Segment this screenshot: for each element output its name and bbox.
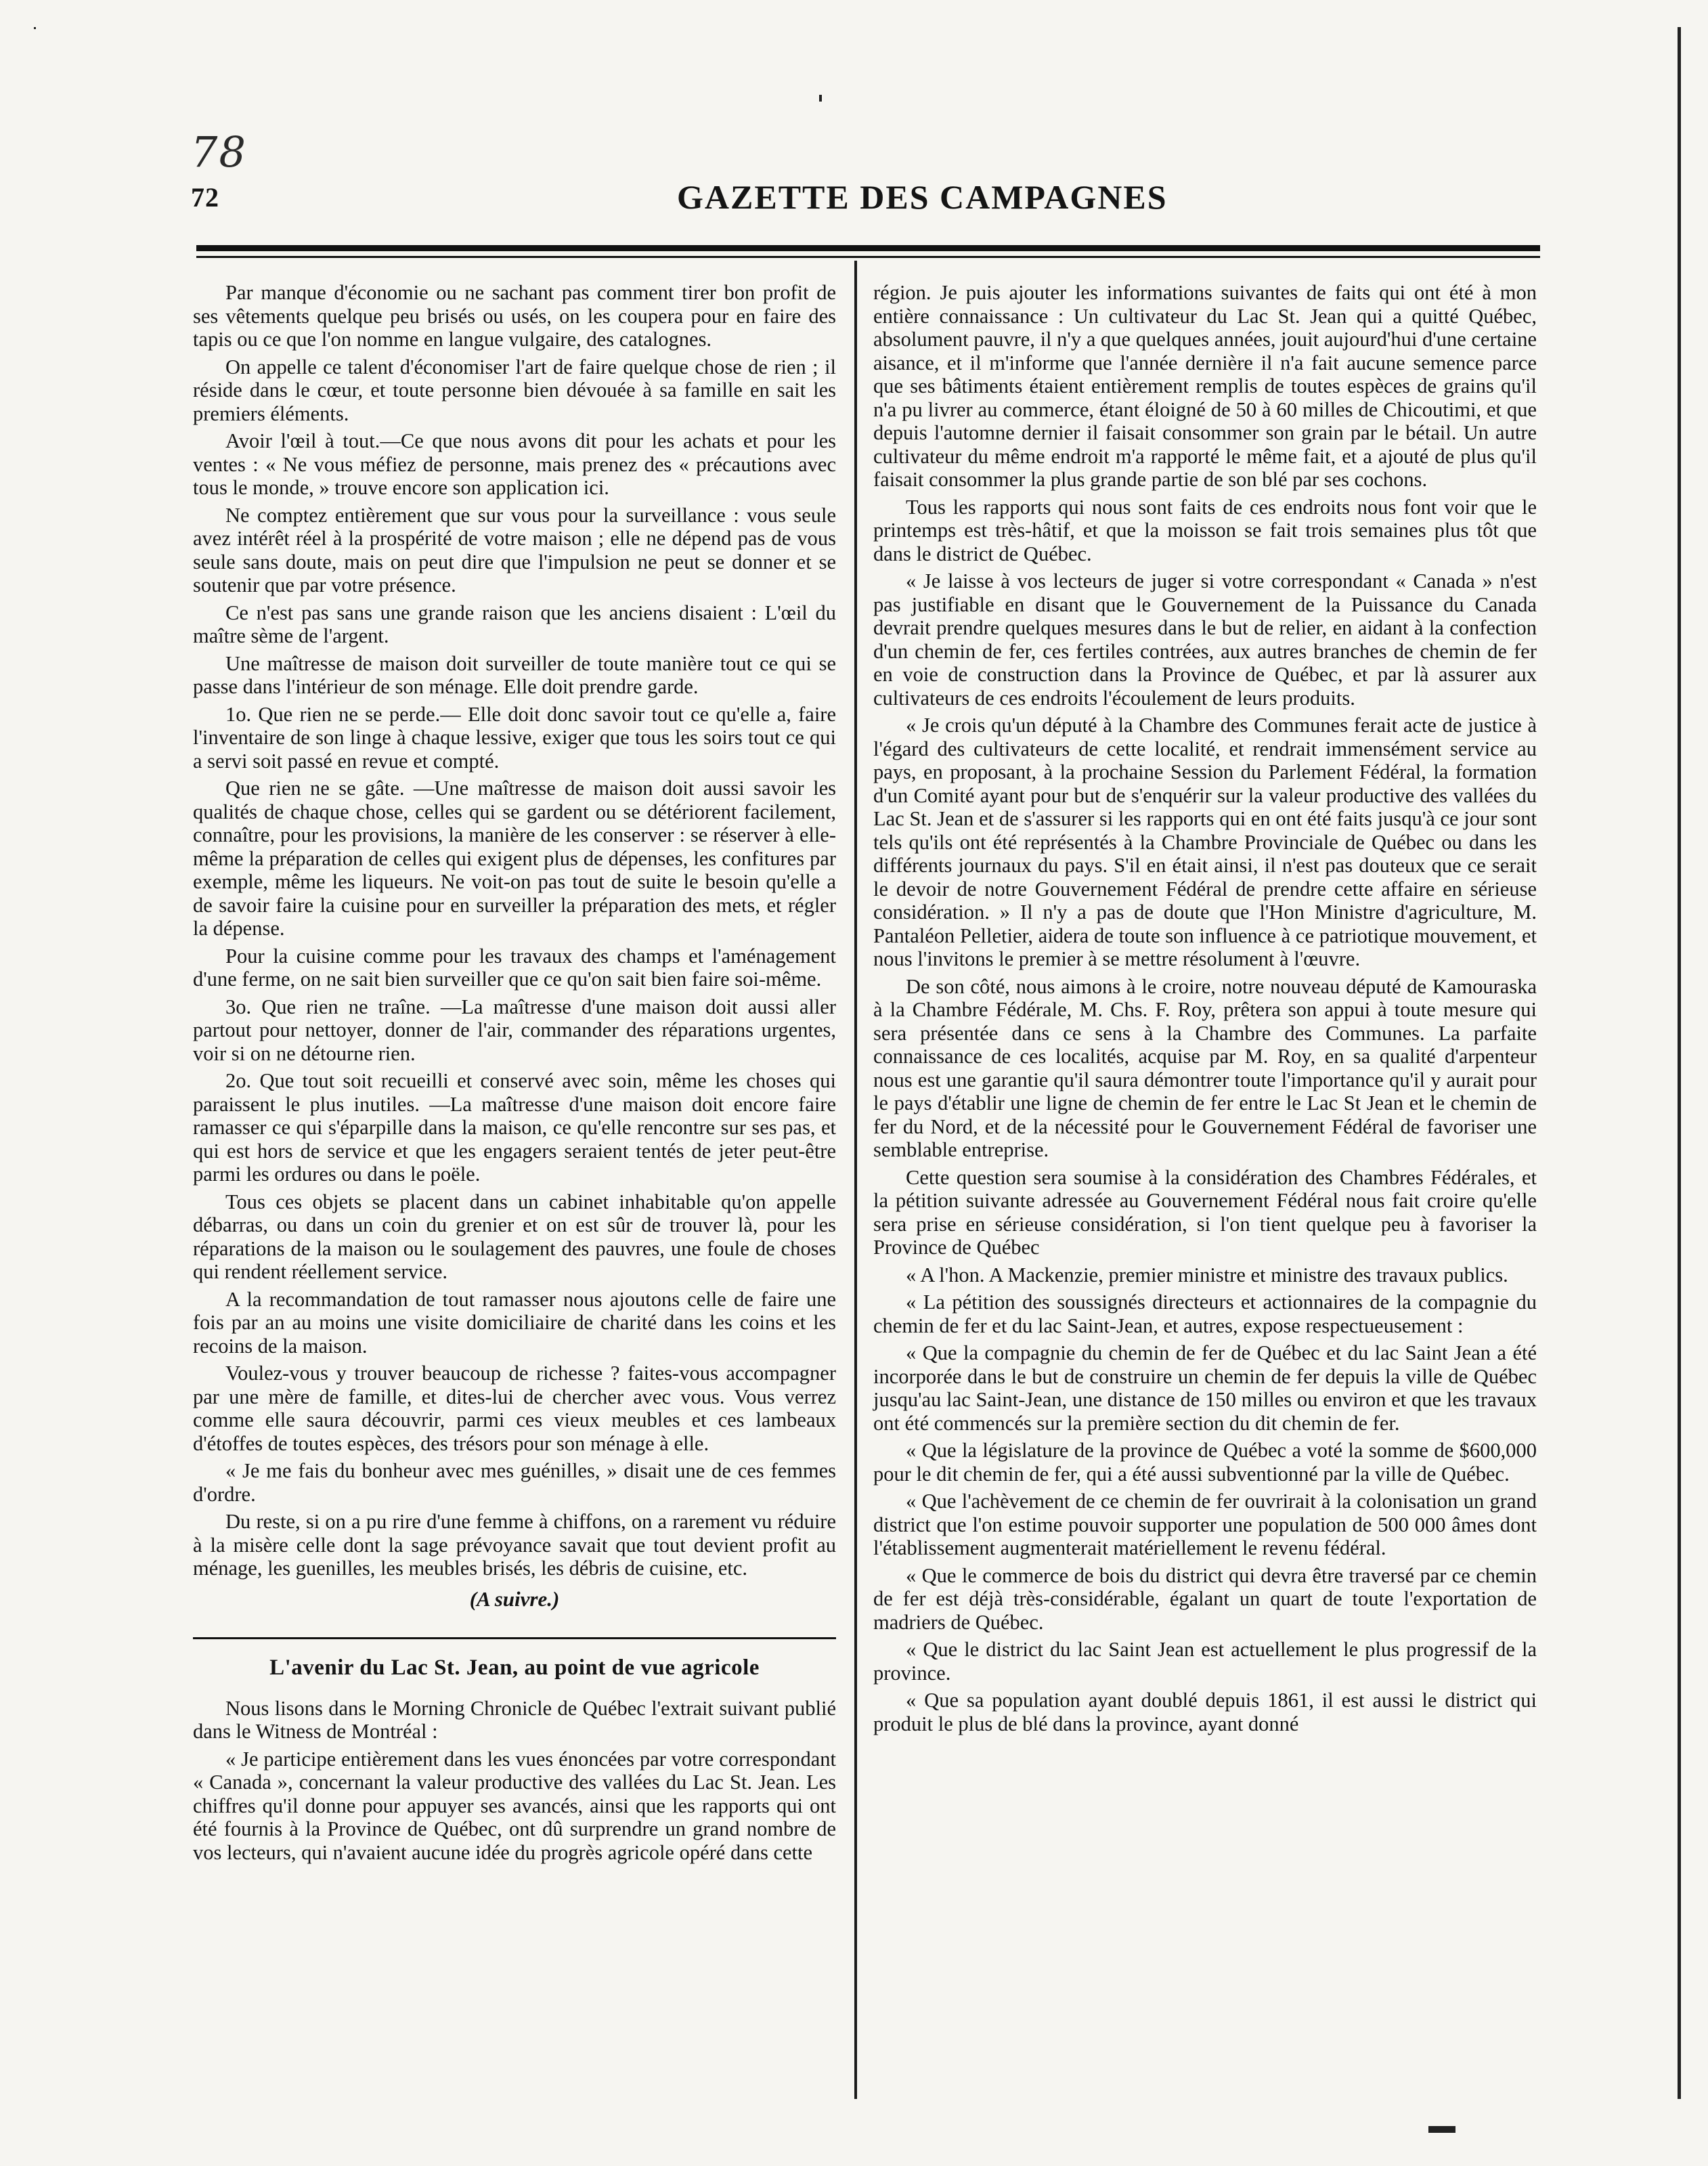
paragraph: « Que sa population ayant doublé depuis 1861, il est aussi le district qui produit le plus de blé dans la province, ayant donné: [873, 1689, 1537, 1735]
paragraph: De son côté, nous aimons à le croire, notre nouveau député de Kamouraska à la Chambre Fédérale, M. Chs. F. Roy, prêtera son appui à toute mesure qui sera présentée dans ce sens à la Chambre des Communes. La parfaite connaissance de ces localités, acquise par M. Roy, en sa qualité d'arpenteur nous est une garantie qu'il saura démontrer toute l'importance qu'il y aurait pour le pays d'établir une ligne de chemin de fer entre le Lac St Jean et le chemin de fer du Nord, et de la nécessité pour le Gouvernement Fédéral de favoriser une semblable entreprise.: [873, 974, 1537, 1161]
paragraph: Tous ces objets se placent dans un cabinet inhabitable qu'on appelle débarras, ou dans un coin du grenier et on est sûr de trouver là, pour les réparations de la maison ou le soulagement des pauvres, une foule de choses qui rendent réellement service.: [193, 1190, 836, 1283]
paragraph: Tous les rapports qui nous sont faits de ces endroits nous font voir que le printemps est très-hâtif, et que la moisson se fait trois semaines plus tôt que dans le district de Québec.: [873, 495, 1537, 565]
paragraph: « Je participe entièrement dans les vues énoncées par votre correspondant « Canada », concernant la valeur productive des vallées du Lac St. Jean. Les chiffres qu'il donne pour appuyer ses avancés, ainsi que les rapports qui ont été fournis à la Province de Québec, ont dû surprendre un grand nombre de vos lecteurs, qui n'avaient aucune idée du progrès agricole opéré dans cette: [193, 1747, 836, 1864]
handwritten-page-number: 78: [191, 127, 247, 177]
scan-speck: [1428, 2126, 1455, 2133]
paragraph: A la recommandation de tout ramasser nous ajoutons celle de faire une fois par an au moins une visite domiciliaire de charité dans les coins et les recoins de la maison.: [193, 1287, 836, 1358]
paragraph: « Que le district du lac Saint Jean est actuellement le plus progressif de la province.: [873, 1638, 1537, 1685]
paragraph: Pour la cuisine comme pour les travaux des champs et l'aménagement d'une ferme, on ne sait bien surveiller que ce qu'on sait bien faire soi-même.: [193, 944, 836, 991]
paragraph: Ne comptez entièrement que sur vous pour la surveillance : vous seule avez intérêt réel à la prospérité de votre maison ; elle ne dépend pas de vous seule sans doute, mais on peut dire que l'impulsion ne peut se donner et se soutenir que par votre présence.: [193, 503, 836, 597]
paragraph: « Que l'achèvement de ce chemin de fer ouvrirait à la colonisation un grand district que l'on estime pouvoir supporter une population de 500 000 âmes dont l'établissement augmenterait matériellement le revenu fédéral.: [873, 1490, 1537, 1559]
paragraph: Avoir l'œil à tout.—Ce que nous avons dit pour les achats et pour les ventes : « Ne vous méfiez de personne, mais prenez des « précautions avec tous le monde, » trouve encore son application ici.: [193, 429, 836, 499]
newspaper-title: GAZETTE DES CAMPAGNES: [677, 178, 1168, 216]
paragraph: « A l'hon. A Mackenzie, premier ministre et ministre des travaux publics.: [906, 1263, 1508, 1286]
left-column: [193, 281, 836, 1868]
paragraph: « Que le commerce de bois du district qui devra être traversé par ce chemin de fer est déjà très-considérable, égalant un quart de toute l'exportation de madriers de Québec.: [873, 1563, 1537, 1634]
page-right-edge: [1678, 27, 1681, 2099]
continued-note: (A suivre.): [469, 1586, 560, 1611]
paragraph: « Je crois qu'un député à la Chambre des Communes ferait acte de justice à l'égard des cultivateurs de cette localité, et rendrait immensément service au pays, en proposant, à la prochaine Session du Parlement Fédéral, la formation d'un Comité ayant pour but de s'enquérir sur la valeur productive des vallées du Lac St. Jean et de s'assurer si les rapports qui en ont été faits jusqu'à ce jour sont tels qu'ils ont été représentés à la Chambre Provinciale de Québec ou dans les différents journaux du pays. S'il en était ainsi, il n'est pas douteux que ce serait le devoir de notre Gouvernement Fédéral de prendre cette affaire en sérieuse considération. » Il n'y a pas de doute que l'Hon Ministre d'agriculture, M. Pantaléon Pelletier, aidera de toute son influence à ce patriotique mouvement, et nous l'invitons le premier à se mettre résolument à l'œuvre.: [873, 714, 1537, 970]
paragraph: Voulez-vous y trouver beaucoup de richesse ? faites-vous accompagner par une mère de famille, et dites-lui de chercher avec vous. Vous verrez comme elle saura découvrir, parmi ces vieux meubles et ces lambeaux d'étoffes de toutes espèces, des trésors pour son ménage à elle.: [193, 1362, 836, 1455]
article-heading: L'avenir du Lac St. Jean, au point de vue agricole: [269, 1655, 760, 1680]
paragraph: Ce n'est pas sans une grande raison que les anciens disaient : L'œil du maître sème de l'argent.: [193, 601, 836, 647]
paragraph: « Je me fais du bonheur avec mes guénilles, » disait une de ces femmes d'ordre.: [193, 1459, 836, 1506]
paragraph: Une maîtresse de maison doit surveiller de toute manière tout ce qui se passe dans l'intérieur de son ménage. Elle doit prendre garde.: [193, 651, 836, 698]
printed-page-number: 72: [191, 182, 219, 213]
section-rule: [193, 1637, 836, 1639]
paragraph: 2o. Que tout soit recueilli et conservé avec soin, même les choses qui paraissent le plus inutiles. —La maîtresse d'une maison doit encore faire ramasser ce qui s'éparpille dans la maison, ce qu'elle rencontre sur ses pas, et qui est hors de service et que les engagers seraient tentés de jeter peut-être parmi les ordures ou dans le poële.: [193, 1069, 836, 1186]
paragraph: « Que la législature de la province de Québec a voté la somme de $600,000 pour le dit chemin de fer, qui a été aussi subventionné par la ville de Québec.: [873, 1439, 1537, 1486]
paragraph: Par manque d'économie ou ne sachant pas comment tirer bon profit de ses vêtements quelque peu brisés ou usés, on les coupera pour en faire des tapis ou ce que l'on nomme en langue vulgaire, des catalognes.: [193, 281, 836, 351]
paragraph: 3o. Que rien ne traîne. —La maîtresse d'une maison doit aussi aller partout pour nettoyer, donner de l'air, commander des réparations urgentes, voir si on ne détourne rien.: [193, 995, 836, 1065]
paragraph: Cette question sera soumise à la considération des Chambres Fédérales, et la pétition suivante adressée au Gouvernement Fédéral nous fait croire qu'elle sera prise en sérieuse considération, si l'on tient quelque peu à favoriser la Province de Québec: [873, 1165, 1537, 1259]
header-rule-thin: [196, 256, 1540, 258]
header-rule-thick: [196, 245, 1540, 251]
paragraph: « Que la compagnie du chemin de fer de Québec et du lac Saint Jean a été incorporée dans le but de construire un chemin de fer depuis la ville de Québec jusqu'au lac Saint-Jean, une distance de 150 milles ou environ et que les travaux ont été commencés sur la première section du dit chemin de fer.: [873, 1341, 1537, 1435]
scan-speck: [819, 95, 822, 102]
right-column: [873, 281, 1537, 1739]
paragraph: On appelle ce talent d'économiser l'art de faire quelque chose de rien ; il réside dans le cœur, et toute personne bien dévouée à sa famille en sait les premiers éléments.: [193, 355, 836, 425]
scan-speck: [34, 27, 36, 29]
paragraph: « Je laisse à vos lecteurs de juger si votre correspondant « Canada » n'est pas justifiable en disant que le Gouvernement de la Puissance du Canada devrait prendre quelques mesures dans le but de relier, en aidant à la confection d'un chemin de fer, ces fertiles contrées, aux autres branches de chemin de fer en voie de construction dans la Province de Québec, et par là assurer aux cultivateurs de ces endroits l'écoulement de leurs produits.: [873, 569, 1537, 710]
column-divider: [854, 261, 857, 2099]
paragraph: Que rien ne se gâte. —Une maîtresse de maison doit aussi savoir les qualités de chaque chose, celles qui se gardent ou se détériorent facilement, connaître, pour les provisions, la manière de les conserver : se réserver à elle-même la préparation de celles qui exigent plus de dépenses, les confitures par exemple, même les liqueurs. Ne voit-on pas tout de suite le besoin qu'elle a de savoir faire la cuisine pour en surveiller la préparation des mets, et régler la dépense.: [193, 777, 836, 940]
paragraph: « La pétition des soussignés directeurs et actionnaires de la compagnie du chemin de fer et du lac Saint-Jean, et autres, expose respectueusement :: [873, 1291, 1537, 1337]
paragraph: région. Je puis ajouter les informations suivantes de faits qui ont été à mon entière connaissance : Un cultivateur du Lac St. Jean qui a quitté Québec, absolument pauvre, il n'y a que quelques années, jouit aujourd'hui d'une certaine aisance, et il m'informe que l'année dernière il n'a fait aucune semence parce que ses bâtiments étaient entièrement remplis de toutes espèces de grains qu'il n'a pu livrer au commerce, étant éloigné de 50 à 60 milles de Chicoutimi, et que depuis l'automne dernier il faisait consommer son grain par le bétail. Un autre cultivateur du même endroit m'a rapporté le même fait, et a ajouté de plus qu'il faisait consommer la plus grande partie de son blé par ses cochons.: [873, 281, 1537, 491]
paragraph: Du reste, si on a pu rire d'une femme à chiffons, on a rarement vu réduire à la misère celle dont la sage prévoyance savait que tout devient profit au ménage, les guenilles, les meubles brisés, les débris de cuisine, etc.: [193, 1510, 836, 1580]
paragraph: Nous lisons dans le Morning Chronicle de Québec l'extrait suivant publié dans le Witness de Montréal :: [193, 1696, 836, 1743]
paragraph: 1o. Que rien ne se perde.— Elle doit donc savoir tout ce qu'elle a, faire l'inventaire de son linge à chaque lessive, exiger que tous les soirs tout ce qui a servi soit passé en revue et compté.: [193, 702, 836, 773]
